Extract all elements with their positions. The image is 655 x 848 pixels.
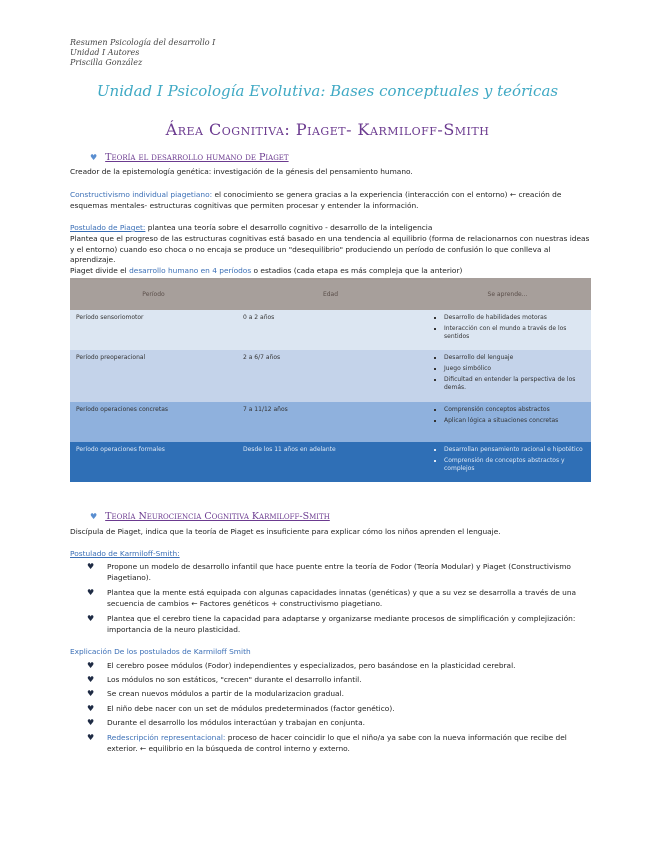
table-header-cell: Se aprende... bbox=[424, 278, 591, 310]
list-item bbox=[75, 588, 595, 609]
heart-icon: ♥ bbox=[90, 153, 98, 162]
section-heading-piaget bbox=[90, 152, 289, 163]
paragraph-discipula: Discípula de Piaget, indica que la teoría de Piaget es insuficiente para explicar cómo los niños aprenden el lenguaje. bbox=[70, 527, 501, 536]
document-header bbox=[70, 38, 215, 68]
table-cell-period: Período preoperacional bbox=[76, 354, 146, 361]
list-item: ▪ Comprensión de conceptos abstractos y complejos bbox=[444, 457, 585, 473]
paragraph-equilibrio: Plantea que el progreso de las estructuras cognitivas está basado en una tendencia al equilibrio (forma de relacionarnos con nuestras ideas y el entorno) cuando eso choca o no encaja se produce un "desequilibrio" produciendo un período de confusión lo que conlleva al aprendizaje. bbox=[70, 234, 590, 264]
heart-bullet-icon: ♥ bbox=[87, 704, 95, 713]
label-constructivismo: Constructivismo individual piagetiano: bbox=[70, 190, 213, 199]
section-heading-karmiloff bbox=[90, 511, 330, 522]
table-header-cell: Período bbox=[70, 278, 237, 310]
text-redescripcion: proceso de hacer coincidir lo que el niño/a ya sabe con la nueva información que recibe del exterior. ← equilibrio en la búsqueda de control interno y externo. bbox=[107, 733, 567, 753]
heart-bullet-icon: ♥ bbox=[87, 614, 95, 623]
paragraph-constructivismo bbox=[70, 190, 595, 211]
list-item bbox=[75, 718, 595, 729]
section-heading-text: Teoría el desarrollo humano de Piaget bbox=[105, 152, 289, 163]
table-cell-items bbox=[424, 350, 591, 402]
list-item: ▪ Desarrollo de habilidades motoras bbox=[444, 314, 585, 322]
list-item bbox=[75, 614, 595, 635]
table-cell-period: Período operaciones formales bbox=[76, 446, 165, 453]
header-line-2: Unidad I Autores bbox=[70, 48, 140, 57]
heart-bullet-icon: ♥ bbox=[87, 588, 95, 597]
list-item bbox=[75, 733, 595, 754]
paragraph-postulado-piaget bbox=[70, 223, 595, 234]
heart-bullet-icon: ♥ bbox=[87, 675, 95, 684]
label-postulado-karmiloff: Postulado de Karmiloff-Smith: bbox=[70, 549, 180, 558]
paragraph-epistemologia: Creador de la epistemología genética: investigación de la génesis del pensamiento humano. bbox=[70, 167, 413, 176]
label-redescripcion: Redescripción representacional: bbox=[107, 733, 226, 742]
paragraph-periodos bbox=[70, 266, 595, 277]
table-cell-items bbox=[424, 442, 591, 482]
list-item bbox=[75, 675, 595, 686]
list-item-text: El cerebro posee módulos (Fodor) independientes y especializados, pero basándose en la plasticidad cerebral. bbox=[107, 661, 516, 670]
list-item-text bbox=[107, 733, 595, 754]
periodos-text-b: o estadios (cada etapa es más compleja que la anterior) bbox=[251, 266, 463, 275]
header-line-3: Priscilla González bbox=[70, 58, 143, 67]
table-row bbox=[70, 350, 591, 402]
periodos-highlight: desarrollo humano en 4 períodos bbox=[129, 266, 252, 275]
list-item-text: Plantea que el cerebro tiene la capacidad para adaptarse y organizarse mediante procesos de simplificación y complejización: importancia de la neuro plasticidad. bbox=[107, 614, 576, 634]
table-cell-age: 0 a 2 años bbox=[243, 314, 275, 321]
table-cell-age: 7 a 11/12 años bbox=[243, 406, 288, 413]
table-row bbox=[70, 442, 591, 482]
label-postulado-piaget: Postulado de Piaget: bbox=[70, 223, 146, 232]
page-title: Unidad I Psicología Evolutiva: Bases conceptuales y teóricas bbox=[96, 82, 559, 100]
list-item: ▪ Interacción con el mundo a través de los sentidos bbox=[444, 325, 585, 341]
list-item-text: Los módulos no son estáticos, "crecen" durante el desarrollo infantil. bbox=[107, 675, 362, 684]
list-item-text: El niño debe nacer con un set de módulos predeterminados (factor genético). bbox=[107, 704, 395, 713]
stages-table bbox=[70, 278, 591, 482]
heart-bullet-icon: ♥ bbox=[87, 689, 95, 698]
heart-bullet-icon: ♥ bbox=[87, 718, 95, 727]
table-cell-period: Período sensoriomotor bbox=[76, 314, 144, 321]
label-explicacion: Explicación De los postulados de Karmiloff Smith bbox=[70, 647, 251, 656]
text-postulado-piaget: plantea una teoría sobre el desarrollo cognitivo - desarrollo de la inteligencia bbox=[145, 223, 433, 232]
table-cell-age: Desde los 11 años en adelante bbox=[243, 446, 336, 453]
list-item: ▪ Desarrollo del lenguaje bbox=[444, 354, 585, 362]
heart-bullet-icon: ♥ bbox=[87, 661, 95, 670]
list-item-text: Plantea que la mente está equipada con algunas capacidades innatas (genéticas) y que a su vez se desarrolla a través de una secuencia de cambios ← Factores genéticos + constructivismo piagetiano. bbox=[107, 588, 577, 608]
list-item-text: Durante el desarrollo los módulos interactúan y trabajan en conjunta. bbox=[107, 718, 365, 727]
table-cell-age: 2 a 6/7 años bbox=[243, 354, 281, 361]
header-line-1: Resumen Psicología del desarrollo I bbox=[70, 38, 216, 47]
list-item bbox=[75, 689, 595, 700]
list-item bbox=[75, 562, 595, 583]
list-item: ▪ Juego simbólico bbox=[444, 365, 585, 373]
table-cell-items bbox=[424, 402, 591, 442]
list-item: ▪ Dificultad en entender la perspectiva de los demás. bbox=[444, 376, 585, 392]
table-header-cell: Edad bbox=[237, 278, 424, 310]
heart-bullet-icon: ♥ bbox=[87, 733, 95, 742]
list-item-text: Se crean nuevos módulos a partir de la modularizacion gradual. bbox=[107, 689, 344, 698]
table-header-row bbox=[70, 278, 591, 310]
table-cell-items bbox=[424, 310, 591, 350]
page-subtitle: Área Cognitiva: Piaget- Karmiloff-Smith bbox=[165, 120, 490, 139]
section-heading-text: Teoría Neurociencia Cognitiva Karmiloff-Smith bbox=[105, 511, 330, 522]
list-item: ▪ Aplican lógica a situaciones concretas bbox=[444, 417, 585, 425]
periodos-text-a: Piaget divide el bbox=[70, 266, 130, 275]
list-item-text: Propone un modelo de desarrollo infantil que hace puente entre la teoría de Fodor (Teoría Modular) y Piaget (Constructivismo Piagetiano). bbox=[107, 562, 571, 582]
list-item bbox=[75, 704, 595, 715]
list-item: ▪ Comprensión conceptos abstractos bbox=[444, 406, 585, 414]
table-cell-period: Período operaciones concretas bbox=[76, 406, 169, 413]
text-constructivismo: el conocimiento se genera gracias a la experiencia (interacción con el entorno) ← creación de esquemas mentales- estructuras cognitivas que permiten procesar y entender la información. bbox=[70, 190, 562, 210]
heart-bullet-icon: ♥ bbox=[87, 562, 95, 571]
list-item bbox=[75, 661, 595, 672]
heart-icon: ♥ bbox=[90, 512, 98, 521]
table-row bbox=[70, 402, 591, 442]
table-row bbox=[70, 310, 591, 350]
list-item: ▪ Desarrollan pensamiento racional e hipotético bbox=[444, 446, 585, 454]
